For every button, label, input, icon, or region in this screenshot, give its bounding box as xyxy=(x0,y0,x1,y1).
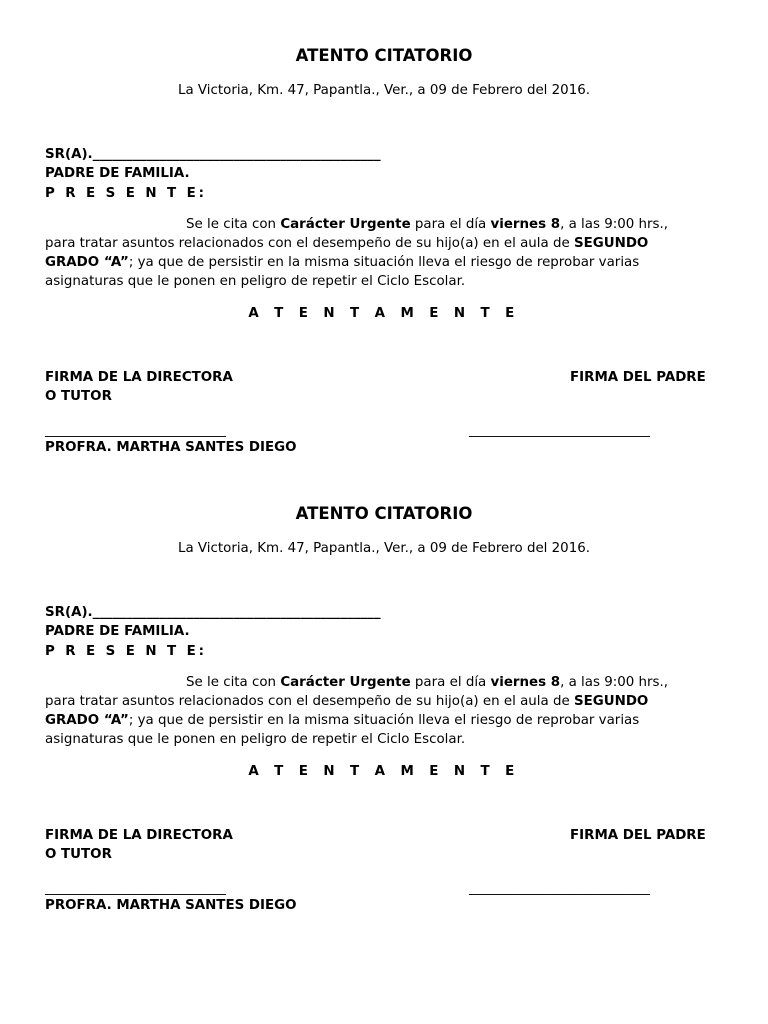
body-line-1 xyxy=(186,673,668,692)
body-text: para el día xyxy=(410,217,491,232)
parent-signature-line: ___________________________ xyxy=(469,881,650,896)
presente-label: P R E S E N T E: xyxy=(45,186,207,201)
urgent-label: Carácter Urgente xyxy=(280,675,411,690)
parent-signature-line: ___________________________ xyxy=(469,423,650,438)
notice-title: ATENTO CITATORIO xyxy=(295,46,473,65)
presente-label: P R E S E N T E: xyxy=(45,644,207,659)
grade-group: GRADO “A” xyxy=(45,255,129,270)
addressee-line: SR(A).___________________________________________ xyxy=(45,147,381,162)
director-name: PROFRA. MARTHA SANTES DIEGO xyxy=(45,440,297,455)
body-line-1 xyxy=(186,215,668,234)
tutor-label: O TUTOR xyxy=(45,847,112,862)
body-text: Se le cita con xyxy=(186,217,281,232)
atentamente-label: A T E N T A M E N T E xyxy=(248,764,520,779)
body-text: para tratar asuntos relacionados con el desempeño de su hijo(a) en el aula de xyxy=(45,694,574,709)
parent-label: PADRE DE FAMILIA. xyxy=(45,624,190,639)
notice-title: ATENTO CITATORIO xyxy=(295,504,473,523)
body-line-2 xyxy=(45,692,648,711)
meeting-day: viernes 8 xyxy=(490,675,561,690)
body-line-4: asignaturas que le ponen en peligro de repetir el Ciclo Escolar. xyxy=(45,732,466,747)
director-signature-label: FIRMA DE LA DIRECTORA xyxy=(45,370,233,385)
urgent-label: Carácter Urgente xyxy=(280,217,411,232)
place-date: La Victoria, Km. 47, Papantla., Ver., a 09 de Febrero del 2016. xyxy=(178,541,590,556)
atentamente-label: A T E N T A M E N T E xyxy=(248,306,520,321)
body-text: para tratar asuntos relacionados con el desempeño de su hijo(a) en el aula de xyxy=(45,236,574,251)
body-text: , a las 9:00 hrs., xyxy=(560,675,669,690)
director-signature-line: ___________________________ xyxy=(45,881,226,896)
body-text: Se le cita con xyxy=(186,675,281,690)
director-signature-label: FIRMA DE LA DIRECTORA xyxy=(45,828,233,843)
body-line-2 xyxy=(45,234,648,253)
citation-notice-1 xyxy=(0,0,768,460)
parent-signature-label: FIRMA DEL PADRE xyxy=(570,370,706,385)
body-text: para el día xyxy=(410,675,491,690)
body-text: ; ya que de persistir en la misma situación lleva el riesgo de reprobar varias xyxy=(128,255,640,270)
grade-label: SEGUNDO xyxy=(573,236,649,251)
place-date: La Victoria, Km. 47, Papantla., Ver., a 09 de Febrero del 2016. xyxy=(178,83,590,98)
body-line-3 xyxy=(45,711,639,730)
grade-group: GRADO “A” xyxy=(45,713,129,728)
body-line-3 xyxy=(45,253,639,272)
meeting-day: viernes 8 xyxy=(490,217,561,232)
director-name: PROFRA. MARTHA SANTES DIEGO xyxy=(45,898,297,913)
body-text: , a las 9:00 hrs., xyxy=(560,217,669,232)
director-signature-line: ___________________________ xyxy=(45,423,226,438)
body-line-4: asignaturas que le ponen en peligro de repetir el Ciclo Escolar. xyxy=(45,274,466,289)
parent-signature-label: FIRMA DEL PADRE xyxy=(570,828,706,843)
citation-notice-2 xyxy=(0,458,768,918)
body-text: ; ya que de persistir en la misma situación lleva el riesgo de reprobar varias xyxy=(128,713,640,728)
grade-label: SEGUNDO xyxy=(573,694,649,709)
addressee-line: SR(A).___________________________________________ xyxy=(45,605,381,620)
tutor-label: O TUTOR xyxy=(45,389,112,404)
parent-label: PADRE DE FAMILIA. xyxy=(45,166,190,181)
